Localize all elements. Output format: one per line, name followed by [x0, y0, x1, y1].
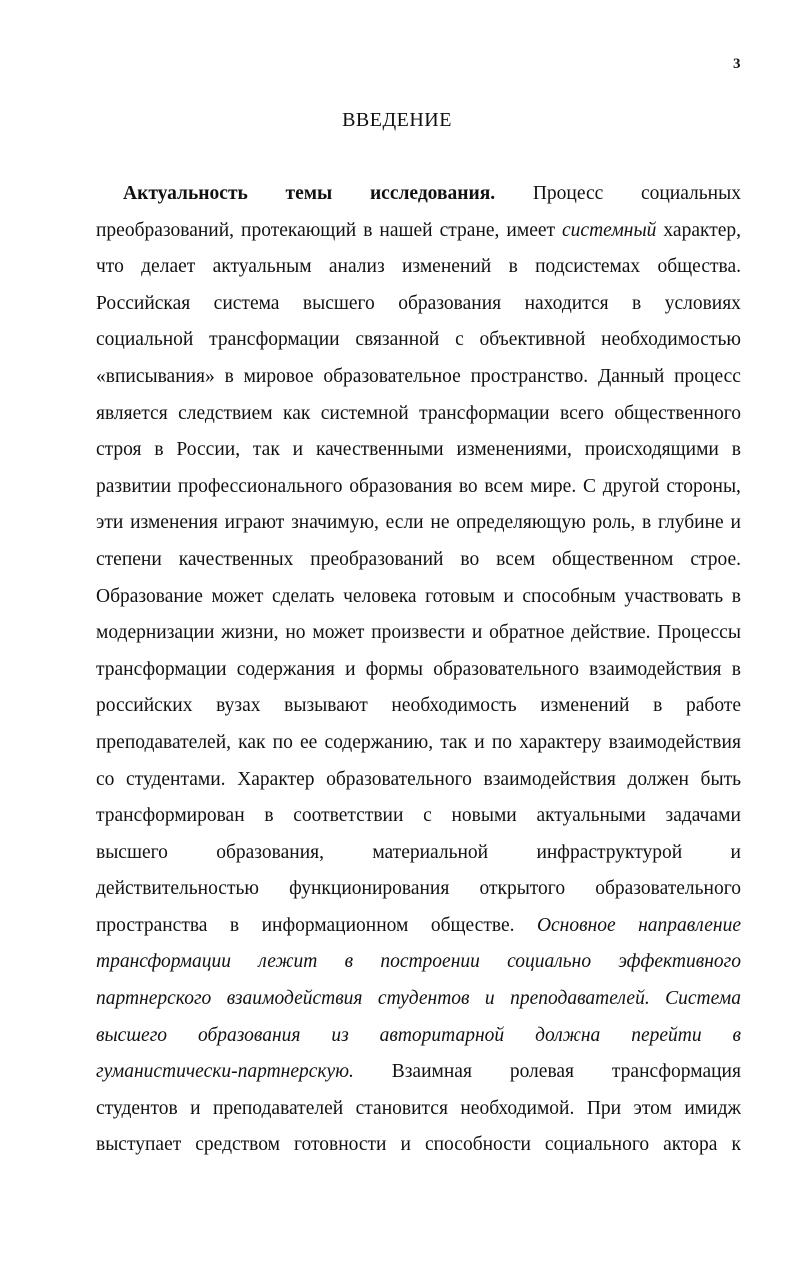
word: образовательного: [433, 658, 579, 680]
word: сделать: [271, 585, 335, 607]
word: необходимой.: [460, 1097, 575, 1119]
word: перейти: [631, 1024, 702, 1046]
word: взаимодействия: [589, 658, 722, 680]
word: ее: [299, 731, 318, 753]
word: в: [642, 512, 652, 534]
word: должен: [627, 768, 689, 790]
word: вузах: [216, 695, 261, 717]
word: готовности: [293, 1134, 387, 1156]
word: стране,: [439, 219, 500, 241]
word: направление: [638, 914, 741, 936]
word: имеет: [506, 219, 556, 241]
word: происходящими: [584, 439, 719, 461]
word: строя: [96, 439, 142, 461]
word: трансформации: [96, 951, 231, 973]
word: и: [484, 988, 495, 1010]
text-line: [96, 802, 741, 839]
word: преобразований,: [96, 219, 235, 241]
word: изменений: [401, 256, 492, 278]
word: произвести: [371, 622, 466, 644]
word: трансформирован: [96, 805, 245, 827]
text-line: [96, 1095, 741, 1132]
word: в: [653, 695, 663, 717]
word: делает: [141, 256, 196, 278]
word: жизни,: [221, 622, 279, 644]
word: строе.: [690, 548, 741, 570]
text-line: [96, 619, 741, 656]
word: образования: [349, 475, 453, 497]
word: во: [458, 475, 478, 497]
word: качественных: [178, 548, 294, 570]
word: по: [491, 731, 513, 753]
word: российских: [96, 695, 193, 717]
word: С: [582, 475, 596, 497]
word: Актуальность: [123, 183, 248, 204]
word: в: [731, 585, 741, 607]
word: Данный: [597, 365, 665, 387]
word: России,: [176, 439, 241, 461]
word: обществе.: [430, 914, 515, 936]
word: эти: [96, 512, 124, 534]
word: социально: [507, 951, 592, 973]
word: может: [211, 585, 264, 607]
text-line: [96, 400, 741, 437]
text-line: [96, 875, 741, 912]
word: авторитарной: [379, 1024, 505, 1046]
word: «вписывания»: [96, 365, 215, 387]
word: взаимодействия: [483, 768, 616, 790]
word: характер,: [663, 219, 741, 241]
word: образовательное: [323, 365, 461, 387]
word: способности: [424, 1134, 531, 1156]
word: темы: [285, 183, 333, 204]
word: образовательного: [595, 878, 741, 900]
page-title: ВВЕДЕНИЕ: [342, 109, 452, 131]
word: студентами.: [126, 768, 226, 790]
word: модернизации: [96, 622, 215, 644]
word: глубине: [658, 512, 724, 534]
text-line: [96, 436, 741, 473]
word: высшего: [96, 841, 168, 863]
word: что: [96, 256, 124, 278]
word: как: [238, 731, 266, 753]
word: мире.: [530, 475, 577, 497]
word: в: [731, 658, 741, 680]
word: необходимость: [391, 695, 517, 717]
word: и: [190, 1097, 201, 1119]
word: другой: [602, 475, 660, 497]
word: всем: [484, 475, 524, 497]
word: Взаимная: [391, 1061, 472, 1083]
word: трансформации: [209, 329, 340, 351]
text-line: [96, 509, 741, 546]
word: лежит: [258, 951, 318, 973]
word: с: [423, 805, 432, 827]
word: если: [385, 512, 424, 534]
word: образовательного: [326, 768, 472, 790]
word: трансформации: [96, 658, 227, 680]
word: изменений: [540, 695, 630, 717]
main-paragraph: [96, 180, 741, 1168]
word: содержания: [236, 658, 335, 680]
text-line: [96, 1131, 741, 1168]
word: и: [730, 841, 741, 863]
word: нашей: [379, 219, 433, 241]
word: социального: [544, 1134, 650, 1156]
text-line: [96, 985, 741, 1022]
word: становится: [355, 1097, 448, 1119]
word: как: [283, 402, 311, 424]
text-line: [96, 656, 741, 693]
word: быть: [700, 768, 741, 790]
page-number: 3: [733, 56, 741, 72]
word: протекающий: [241, 219, 357, 241]
word: система: [213, 292, 280, 314]
text-line: [96, 1058, 741, 1095]
word: по: [272, 731, 293, 753]
word: но: [285, 622, 306, 644]
word: качественными: [315, 439, 444, 461]
word: социальной: [96, 329, 194, 351]
word: в: [732, 1024, 741, 1046]
word: Образование: [96, 585, 203, 607]
word: изменениями,: [456, 439, 572, 461]
word: партнерского: [96, 988, 212, 1010]
word: в: [731, 439, 741, 461]
word: стороны,: [666, 475, 741, 497]
text-line: [96, 546, 741, 583]
word: может: [312, 622, 365, 644]
word: инфраструктурой: [536, 841, 683, 863]
word: общественного: [614, 402, 741, 424]
word: и: [730, 512, 741, 534]
word: взаимодействия: [226, 988, 363, 1010]
word: открытого: [479, 878, 566, 900]
word: информационном: [261, 914, 409, 936]
word: вызывают: [284, 695, 368, 717]
word: готовым: [425, 585, 495, 607]
word: со: [96, 768, 115, 790]
word: изменения: [130, 512, 218, 534]
word: к: [731, 1134, 741, 1156]
word: исследования.: [369, 183, 496, 204]
word: Процессы: [657, 622, 741, 644]
word: социальных: [640, 183, 741, 204]
word: развитии: [96, 475, 172, 497]
word: и: [471, 622, 483, 644]
text-line: [96, 253, 741, 290]
word: анализ: [328, 256, 385, 278]
word: связанной: [355, 329, 440, 351]
text-line: [96, 692, 741, 729]
word: Процесс: [532, 183, 604, 204]
word: Основное: [536, 914, 616, 936]
word: характеру: [519, 731, 602, 753]
word: степени: [96, 548, 162, 570]
word: Характер: [237, 768, 315, 790]
text-line: [96, 583, 741, 620]
word: общества.: [657, 256, 741, 278]
word: и: [292, 439, 304, 461]
word: обратное: [489, 622, 565, 644]
word: в: [508, 256, 518, 278]
word: студентов: [96, 1097, 178, 1119]
word: высшего: [96, 1024, 168, 1046]
word: должна: [535, 1024, 601, 1046]
word: преобразований: [310, 548, 444, 570]
word: играют: [224, 512, 285, 534]
word: трансформации: [419, 402, 550, 424]
text-line: [96, 766, 741, 803]
word: и: [474, 731, 485, 753]
word: При: [586, 1097, 622, 1119]
word: трансформация: [611, 1061, 741, 1083]
word: построении: [380, 951, 480, 973]
word: является: [96, 402, 168, 424]
word: необходимостью: [601, 329, 741, 351]
word: во: [460, 548, 480, 570]
word: пространство.: [470, 365, 589, 387]
word: этом: [633, 1097, 672, 1119]
word: участвовать: [624, 585, 724, 607]
word: условиях: [664, 292, 741, 314]
text-line: [96, 363, 741, 400]
word: действие.: [571, 622, 651, 644]
word: новыми: [451, 805, 517, 827]
word: в: [632, 292, 642, 314]
text-line: [96, 180, 741, 217]
word: способным: [522, 585, 616, 607]
word: образования,: [216, 841, 324, 863]
word: мировое: [243, 365, 314, 387]
word: системный: [562, 219, 657, 241]
word: объективной: [479, 329, 586, 351]
word: находится: [524, 292, 609, 314]
text-line: [96, 326, 741, 363]
word: функционирования: [289, 878, 450, 900]
word: всего: [560, 402, 604, 424]
word: человека: [343, 585, 417, 607]
word: Российская: [96, 292, 191, 314]
word: действительностью: [96, 878, 259, 900]
word: задачами: [665, 805, 741, 827]
word: преподавателей.: [510, 988, 650, 1010]
word: образования: [398, 292, 502, 314]
word: в: [154, 439, 164, 461]
word: в: [224, 365, 234, 387]
word: образования: [197, 1024, 301, 1046]
word: следствием: [178, 402, 273, 424]
text-line: [96, 912, 741, 949]
word: содержанию,: [324, 731, 434, 753]
word: актора: [663, 1134, 718, 1156]
word: определяющую: [456, 512, 586, 534]
word: не: [430, 512, 450, 534]
word: эффективного: [618, 951, 741, 973]
word: материальной: [372, 841, 489, 863]
text-line: [96, 1022, 741, 1059]
word: в: [229, 914, 240, 936]
word: актуальными: [536, 805, 646, 827]
text-line: [96, 839, 741, 876]
word: выступает: [96, 1134, 182, 1156]
word: формы: [365, 658, 423, 680]
word: актуальным: [212, 256, 312, 278]
word: из: [331, 1024, 349, 1046]
word: студентов: [377, 988, 470, 1010]
word: имидж: [684, 1097, 741, 1119]
word: с: [455, 329, 464, 351]
text-line: [96, 217, 741, 254]
word: высшего: [302, 292, 375, 314]
word: ролевая: [509, 1061, 575, 1083]
text-line: [96, 473, 741, 510]
word: всем: [496, 548, 536, 570]
word: системной: [320, 402, 409, 424]
word: в: [264, 805, 274, 827]
word: пространства: [96, 914, 208, 936]
word: значимую,: [291, 512, 379, 534]
text-line: [96, 729, 741, 766]
word: и: [400, 1134, 411, 1156]
word: в: [344, 951, 354, 973]
word: подсистемах: [535, 256, 641, 278]
word: и: [503, 585, 514, 607]
word: гуманистически-партнерскую.: [96, 1061, 354, 1083]
word: взаимодействия: [608, 731, 741, 753]
word: так: [440, 731, 468, 753]
word: преподавателей,: [96, 731, 232, 753]
word: соответствии: [293, 805, 404, 827]
word: так: [252, 439, 280, 461]
word: средством: [195, 1134, 280, 1156]
text-line: [96, 290, 741, 327]
word: в: [363, 219, 373, 241]
word: общественном: [552, 548, 674, 570]
word: преподавателей: [213, 1097, 344, 1119]
word: роль,: [592, 512, 636, 534]
word: и: [345, 658, 356, 680]
text-line: [96, 948, 741, 985]
word: работе: [686, 695, 741, 717]
word: процесс: [674, 365, 741, 387]
word: профессионального: [177, 475, 343, 497]
word: Система: [665, 988, 741, 1010]
